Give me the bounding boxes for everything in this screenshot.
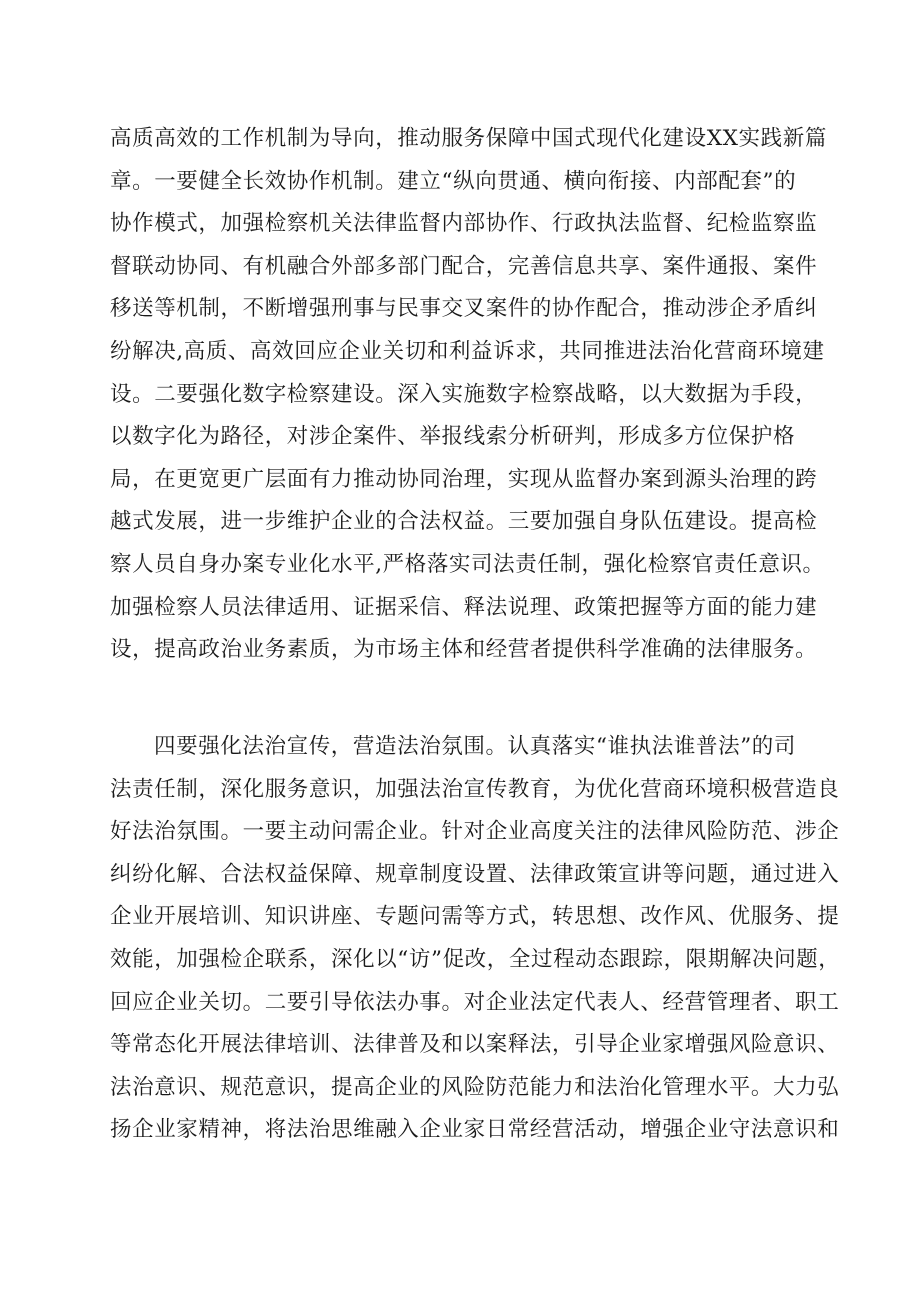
paragraph-line: 高质高效的工作机制为导向，推动服务保障中国式现代化建设XX实践新篇	[110, 126, 827, 151]
paragraph-line: 章。一要健全长效协作机制。建立“纵向贯通、横向衔接、内部配套”的	[110, 168, 797, 194]
paragraph-1	[110, 118, 827, 672]
paragraph-line: 法治意识、规范意识，提高企业的风险防范能力和法治化管理水平。大力弘	[110, 1074, 840, 1100]
paragraph-2	[110, 726, 841, 1152]
paragraph-line: 扬企业家精神，将法治思维融入企业家日常经营活动，增强企业守法意识和	[110, 1117, 840, 1143]
paragraph-line: 设。二要强化数字检察建设。深入实施数字检察战略，以大数据为手段，	[110, 381, 818, 407]
paragraph-line: 法责任制，深化服务意识，加强法治宣传教育，为优化营商环境积极营造良	[110, 776, 840, 802]
paragraph-line: 企业开展培训、知识讲座、专题问需等方式，转思想、改作风、优服务、提	[110, 904, 840, 930]
paragraph-line: 好法治氛围。一要主动问需企业。针对企业高度关注的法律风险防范、涉企	[110, 819, 840, 845]
paragraph-line: 以数字化为路径，对涉企案件、举报线索分析研判，形成多方位保护格	[110, 424, 796, 450]
paragraph-line: 回应企业关切。二要引导依法办事。对企业法定代表人、经营管理者、职工	[110, 989, 840, 1015]
paragraph-line: 纠纷化解、合法权益保障、规章制度设置、法律政策宣讲等问题，通过进入	[110, 861, 840, 887]
paragraph-line: 越式发展，进一步维护企业的合法权益。三要加强自身队伍建设。提高检	[110, 509, 818, 535]
paragraph-line: 等常态化开展法律培训、法律普及和以案释法，引导企业家增强风险意识、	[110, 1032, 840, 1058]
paragraph-line: 督联动协同、有机融合外部多部门配合，完善信息共享、案件通报、案件	[110, 253, 818, 279]
paragraph-line: 察人员自身办案专业化水平,严格落实司法责任制，强化检察官责任意识。	[110, 551, 825, 577]
paragraph-line: 加强检察人员法律适用、证据采信、释法说理、政策把握等方面的能力建	[110, 594, 818, 620]
paragraph-line: 设，提高政治业务素质，为市场主体和经营者提供科学准确的法律服务。	[110, 637, 818, 663]
paragraph-line: 协作模式，加强检察机关法律监督内部协作、行政执法监督、纪检监察监	[110, 211, 818, 237]
paragraph-line: 移送等机制，不断增强刑事与民事交叉案件的协作配合，推动涉企矛盾纠	[110, 296, 818, 322]
paragraph-first-line: 四要强化法治宣传，营造法治氛围。认真落实“谁执法谁普法”的司	[154, 734, 796, 759]
paragraph-line: 局，在更宽更广层面有力推动协同治理，实现从监督办案到源头治理的跨	[110, 466, 818, 492]
paragraph-line: 纷解决,高质、高效回应企业关切和利益诉求，共同推进法治化营商环境建	[110, 338, 825, 364]
paragraph-line: 效能，加强检企联系，深化以“访”促改，全过程动态跟踪，限期解决问题，	[110, 946, 841, 972]
